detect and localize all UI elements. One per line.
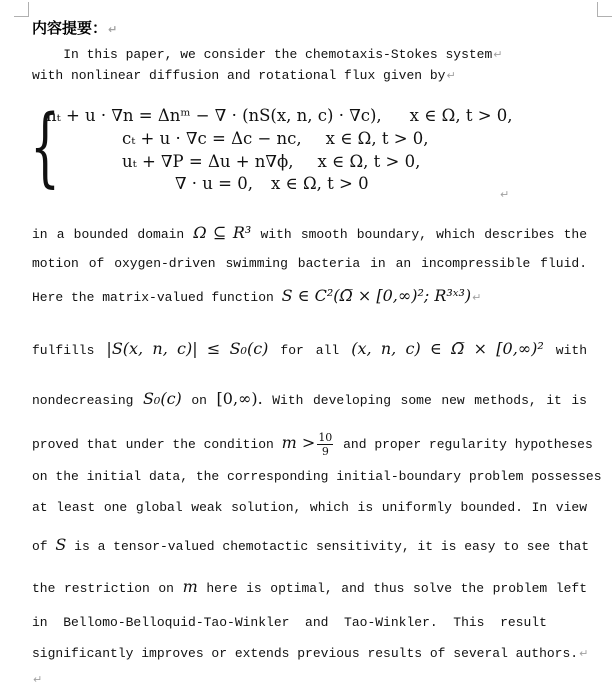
body-text: proved that under the condition	[32, 436, 282, 452]
equation-4-condition: x ∈ Ω, t > 0	[270, 174, 369, 193]
equation-2-body: cₜ + u · ∇c = Δc − nc,	[122, 129, 302, 148]
abstract-heading	[32, 17, 117, 38]
math-s0: S₀(c)	[142, 389, 182, 408]
body-text: with	[555, 343, 588, 358]
margin-corner-left	[14, 2, 29, 17]
body-line-9	[32, 535, 590, 555]
body-text: on	[181, 393, 217, 408]
body-text: significantly improves or extends previous results of several authors.	[32, 646, 579, 661]
body-text: nondecreasing	[32, 393, 143, 408]
body-line-5	[32, 391, 587, 409]
empty-paragraph	[32, 672, 42, 688]
math-set: (x, n, c) ∈ Ω̅ × [0,∞)²	[351, 339, 544, 358]
paragraph-mark-icon: ↵	[493, 48, 503, 61]
body-text: fulfills	[32, 343, 95, 358]
body-line-1	[32, 225, 587, 243]
paragraph-mark-icon: ↵	[108, 23, 118, 36]
body-text: here is optimal, and thus solve the problem left	[197, 581, 587, 596]
equation-4	[175, 174, 369, 193]
body-text: in a bounded domain	[32, 227, 194, 242]
fraction	[317, 431, 333, 458]
equation-4-body: ∇ · u = 0,	[175, 174, 253, 193]
math-function-space: S ∈ C²(Ω̅ × [0,∞)²; R³ˣ³)	[281, 286, 472, 305]
body-line-10	[32, 579, 587, 597]
equation-2	[122, 129, 429, 148]
body-line-3	[32, 288, 481, 306]
body-line-4	[32, 341, 587, 359]
equation-1-body: nₜ + u · ∇n = Δnᵐ − ∇ · (nS(x, n, c) · ∇c),	[46, 106, 382, 125]
intro-line-2	[32, 68, 456, 84]
paragraph-mark-icon: ↵	[500, 188, 510, 201]
body-text: for all	[280, 343, 340, 358]
math-s: S	[55, 535, 67, 554]
math-m: m	[182, 577, 198, 596]
body-text: the restriction on	[32, 581, 183, 596]
paragraph-mark-icon: ↵	[446, 69, 456, 82]
intro-text-2: with nonlinear diffusion and rotational flux given by	[32, 68, 446, 83]
body-line-11	[32, 615, 547, 631]
system-brace: {	[30, 97, 61, 197]
paragraph-mark-icon: ↵	[472, 291, 482, 304]
equation-1	[46, 106, 513, 125]
body-line-7	[32, 469, 602, 485]
body-text: on the initial data, the corresponding initial-boundary problem possesses	[32, 469, 602, 484]
body-text: is a tensor-valued chemotactic sensitivity, it is easy to see that	[66, 539, 590, 554]
body-line-6	[32, 431, 593, 458]
equation-3-condition: x ∈ Ω, t > 0,	[317, 152, 421, 171]
equation-3	[122, 152, 420, 171]
fraction-numerator: 10	[318, 431, 333, 444]
math-m-condition: m >	[281, 432, 316, 452]
equation-2-condition: x ∈ Ω, t > 0,	[325, 129, 429, 148]
body-line-8	[32, 500, 587, 516]
paragraph-mark-icon: ↵	[579, 647, 589, 660]
intro-text-1: In this paper, we consider the chemotaxis-Stokes system	[32, 47, 493, 62]
body-text: and proper regularity hypotheses	[335, 436, 593, 452]
body-text: of	[32, 539, 56, 554]
equation-3-body: uₜ + ∇P = Δu + n∇ϕ,	[122, 152, 294, 171]
body-text: motion of oxygen-driven swimming bacteria in an incompressible fluid.	[32, 256, 587, 271]
body-text: in Bellomo-Belloquid-Tao-Winkler and Tao-Winkler. This result	[32, 615, 547, 630]
math-domain: Ω ⊆ R³	[193, 223, 252, 242]
fraction-denominator: 9	[321, 445, 329, 458]
math-interval: [0,∞).	[216, 389, 263, 408]
paragraph-mark-icon: ↵	[33, 673, 43, 686]
body-text: at least one global weak solution, which is uniformly bounded. In view	[32, 500, 587, 515]
body-text: With developing some new methods, it is	[262, 393, 587, 408]
math-bound: |S(x, n, c)| ≤ S₀(c)	[106, 339, 269, 358]
body-text: Here the matrix-valued function	[32, 290, 282, 305]
intro-line-1	[32, 47, 503, 63]
body-text: with smooth boundary, which describes the	[251, 227, 587, 242]
heading-text: 内容提要：	[32, 19, 108, 37]
body-line-2	[32, 256, 587, 272]
equation-1-condition: x ∈ Ω, t > 0,	[409, 106, 513, 125]
body-line-12	[32, 646, 588, 662]
margin-corner-right	[597, 2, 612, 17]
